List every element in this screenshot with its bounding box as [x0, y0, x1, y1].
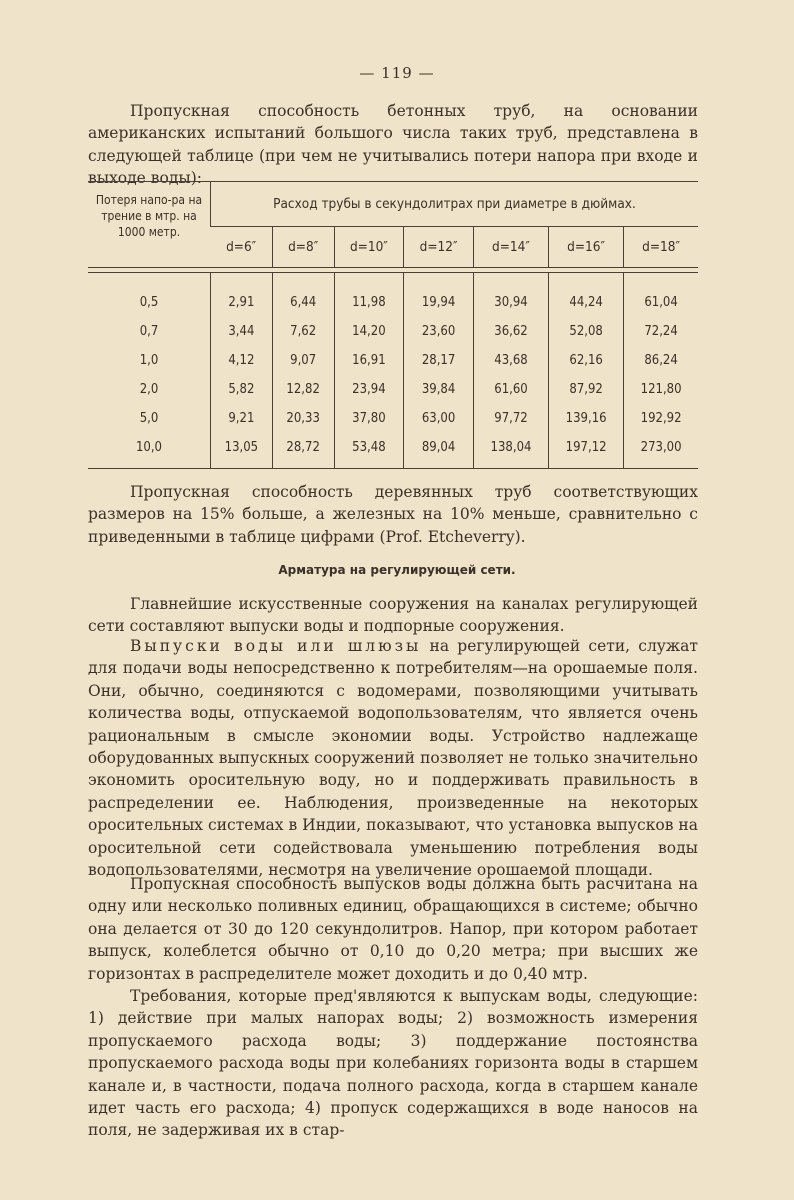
value-cell: 63,00: [404, 404, 474, 433]
intro-paragraph: Пропускная способность бетонных труб, на основании американских испытаний большого числа таких труб, представлена в следующей таблице (при чем не учитывались потери напора при входе и выходе воды):: [88, 102, 698, 188]
value-cell: 9,21: [211, 404, 273, 433]
pipe-capacity-table: [88, 181, 698, 469]
table-row: [88, 317, 698, 346]
value-cell: 2,91: [211, 273, 273, 318]
value-cell: 16,91: [334, 346, 404, 375]
table-row: [88, 375, 698, 404]
table-row: [88, 346, 698, 375]
value-cell: 52,08: [549, 317, 624, 346]
table-row: [88, 404, 698, 433]
value-cell: 37,80: [334, 404, 404, 433]
value-cell: 97,72: [473, 404, 548, 433]
value-cell: 139,16: [549, 404, 624, 433]
outlets-text: на регулирующей сети, служат для подачи воды непосредственно к потребителям—на орошаемые поля. Они, обычно, соединяются с водомерами, позволяющими учитывать количества воды, отпускаемой водопользователям, что является очень рациональным в смысле экономии воды. Устройство надлежаще оборудованных выпускных сооружений позволяет не только значительно экономить оросительную воду, но и поддерживать правильность в распределении ее. Наблюдения, произведенные на некоторых оросительных системах в Индии, показывают, что установка выпусков на оросительной сети содействовала уменьшению потребления воды водопользователями, несмотря на увеличение орошаемой площади.: [88, 637, 698, 880]
value-cell: 86,24: [624, 346, 698, 375]
value-cell: 7,62: [272, 317, 334, 346]
value-cell: 5,82: [211, 375, 273, 404]
value-cell: 20,33: [272, 404, 334, 433]
diameter-header: d=12″: [404, 227, 474, 268]
diameter-header: d=10″: [334, 227, 404, 268]
paragraph-structures: Главнейшие искусственные сооружения на каналах регулирующей сети составляют выпуски воды и подпорные сооружения.: [88, 595, 698, 636]
value-cell: 39,84: [404, 375, 474, 404]
value-cell: 28,17: [404, 346, 474, 375]
diameter-header: d=16″: [549, 227, 624, 268]
value-cell: 3,44: [211, 317, 273, 346]
value-cell: 197,12: [549, 433, 624, 469]
diameter-header: d=14″: [473, 227, 548, 268]
value-cell: 43,68: [473, 346, 548, 375]
paragraph-outlets: [88, 635, 698, 881]
paragraph-capacity: Пропускная способность выпусков воды должна быть расчитана на одну или несколько поливных единиц, обращающихся в системе; обычно она делается от 30 до 120 секундолитров. Напор, при котором работает выпуск, колеблется обычно от 0,10 до 0,20 метра; при высших же горизонтах в распределителе может доходить и до 0,40 мтр.: [88, 875, 698, 983]
value-cell: 14,20: [334, 317, 404, 346]
loss-cell: 0,5: [139, 295, 159, 310]
value-cell: 61,04: [624, 273, 698, 318]
value-cell: 62,16: [549, 346, 624, 375]
loss-cell: 2,0: [139, 382, 159, 397]
loss-cell: 0,7: [139, 324, 159, 339]
table-row: [88, 273, 698, 318]
value-cell: 23,60: [404, 317, 474, 346]
diameter-header: d=6″: [211, 227, 273, 268]
value-cell: 30,94: [473, 273, 548, 318]
value-cell: 19,94: [404, 273, 474, 318]
value-cell: 9,07: [272, 346, 334, 375]
section-heading: Арматура на регулирующей сети.: [278, 563, 516, 577]
value-cell: 121,80: [624, 375, 698, 404]
value-cell: 273,00: [624, 433, 698, 469]
value-cell: 44,24: [549, 273, 624, 318]
value-cell: 6,44: [272, 273, 334, 318]
loss-cell: 10,0: [88, 433, 211, 469]
value-cell: 12,82: [272, 375, 334, 404]
value-cell: 192,92: [624, 404, 698, 433]
value-cell: 11,98: [334, 273, 404, 318]
diameter-header: d=8″: [272, 227, 334, 268]
loss-column-header: Потеря напо-ра на трение в мтр. на 1000 метр.: [88, 182, 211, 268]
after-table-paragraph: Пропускная способность деревянных труб соответствующих размеров на 15% больше, а железных на 10% меньше, сравнительно с приведенными в таблице цифрами (Prof. Etcheverry).: [88, 483, 698, 546]
value-cell: 13,05: [211, 433, 273, 469]
value-cell: 23,94: [334, 375, 404, 404]
loss-cell: 5,0: [139, 411, 159, 426]
value-cell: 36,62: [473, 317, 548, 346]
value-cell: 138,04: [473, 433, 548, 469]
value-cell: 87,92: [549, 375, 624, 404]
table-row: [88, 433, 698, 469]
value-cell: 89,04: [404, 433, 474, 469]
page-number: — 119 —: [359, 64, 435, 82]
value-cell: 53,48: [334, 433, 404, 469]
value-cell: 4,12: [211, 346, 273, 375]
diameter-header: d=18″: [624, 227, 698, 268]
value-cell: 61,60: [473, 375, 548, 404]
loss-cell: 1,0: [139, 353, 159, 368]
value-cell: 72,24: [624, 317, 698, 346]
value-cell: 28,72: [272, 433, 334, 469]
discharge-span-header: Расход трубы в секундолитрах при диаметре в дюймах.: [211, 182, 699, 227]
paragraph-requirements: Требования, которые пред'являются к выпускам воды, следующие: 1) действие при малых напорах воды; 2) возможность измерения пропускаемого расхода воды; 3) поддержание постоянства пропускаемого расхода воды при колебаниях горизонта воды в старшем канале и, в частности, подача полного расхода, когда в старшем канале идет часть его расхода; 4) пропуск содержащихся в воде наносов на поля, не задерживая их в стар-: [88, 987, 698, 1140]
outlets-spaced-term: Выпуски воды или шлюзы: [130, 637, 422, 655]
